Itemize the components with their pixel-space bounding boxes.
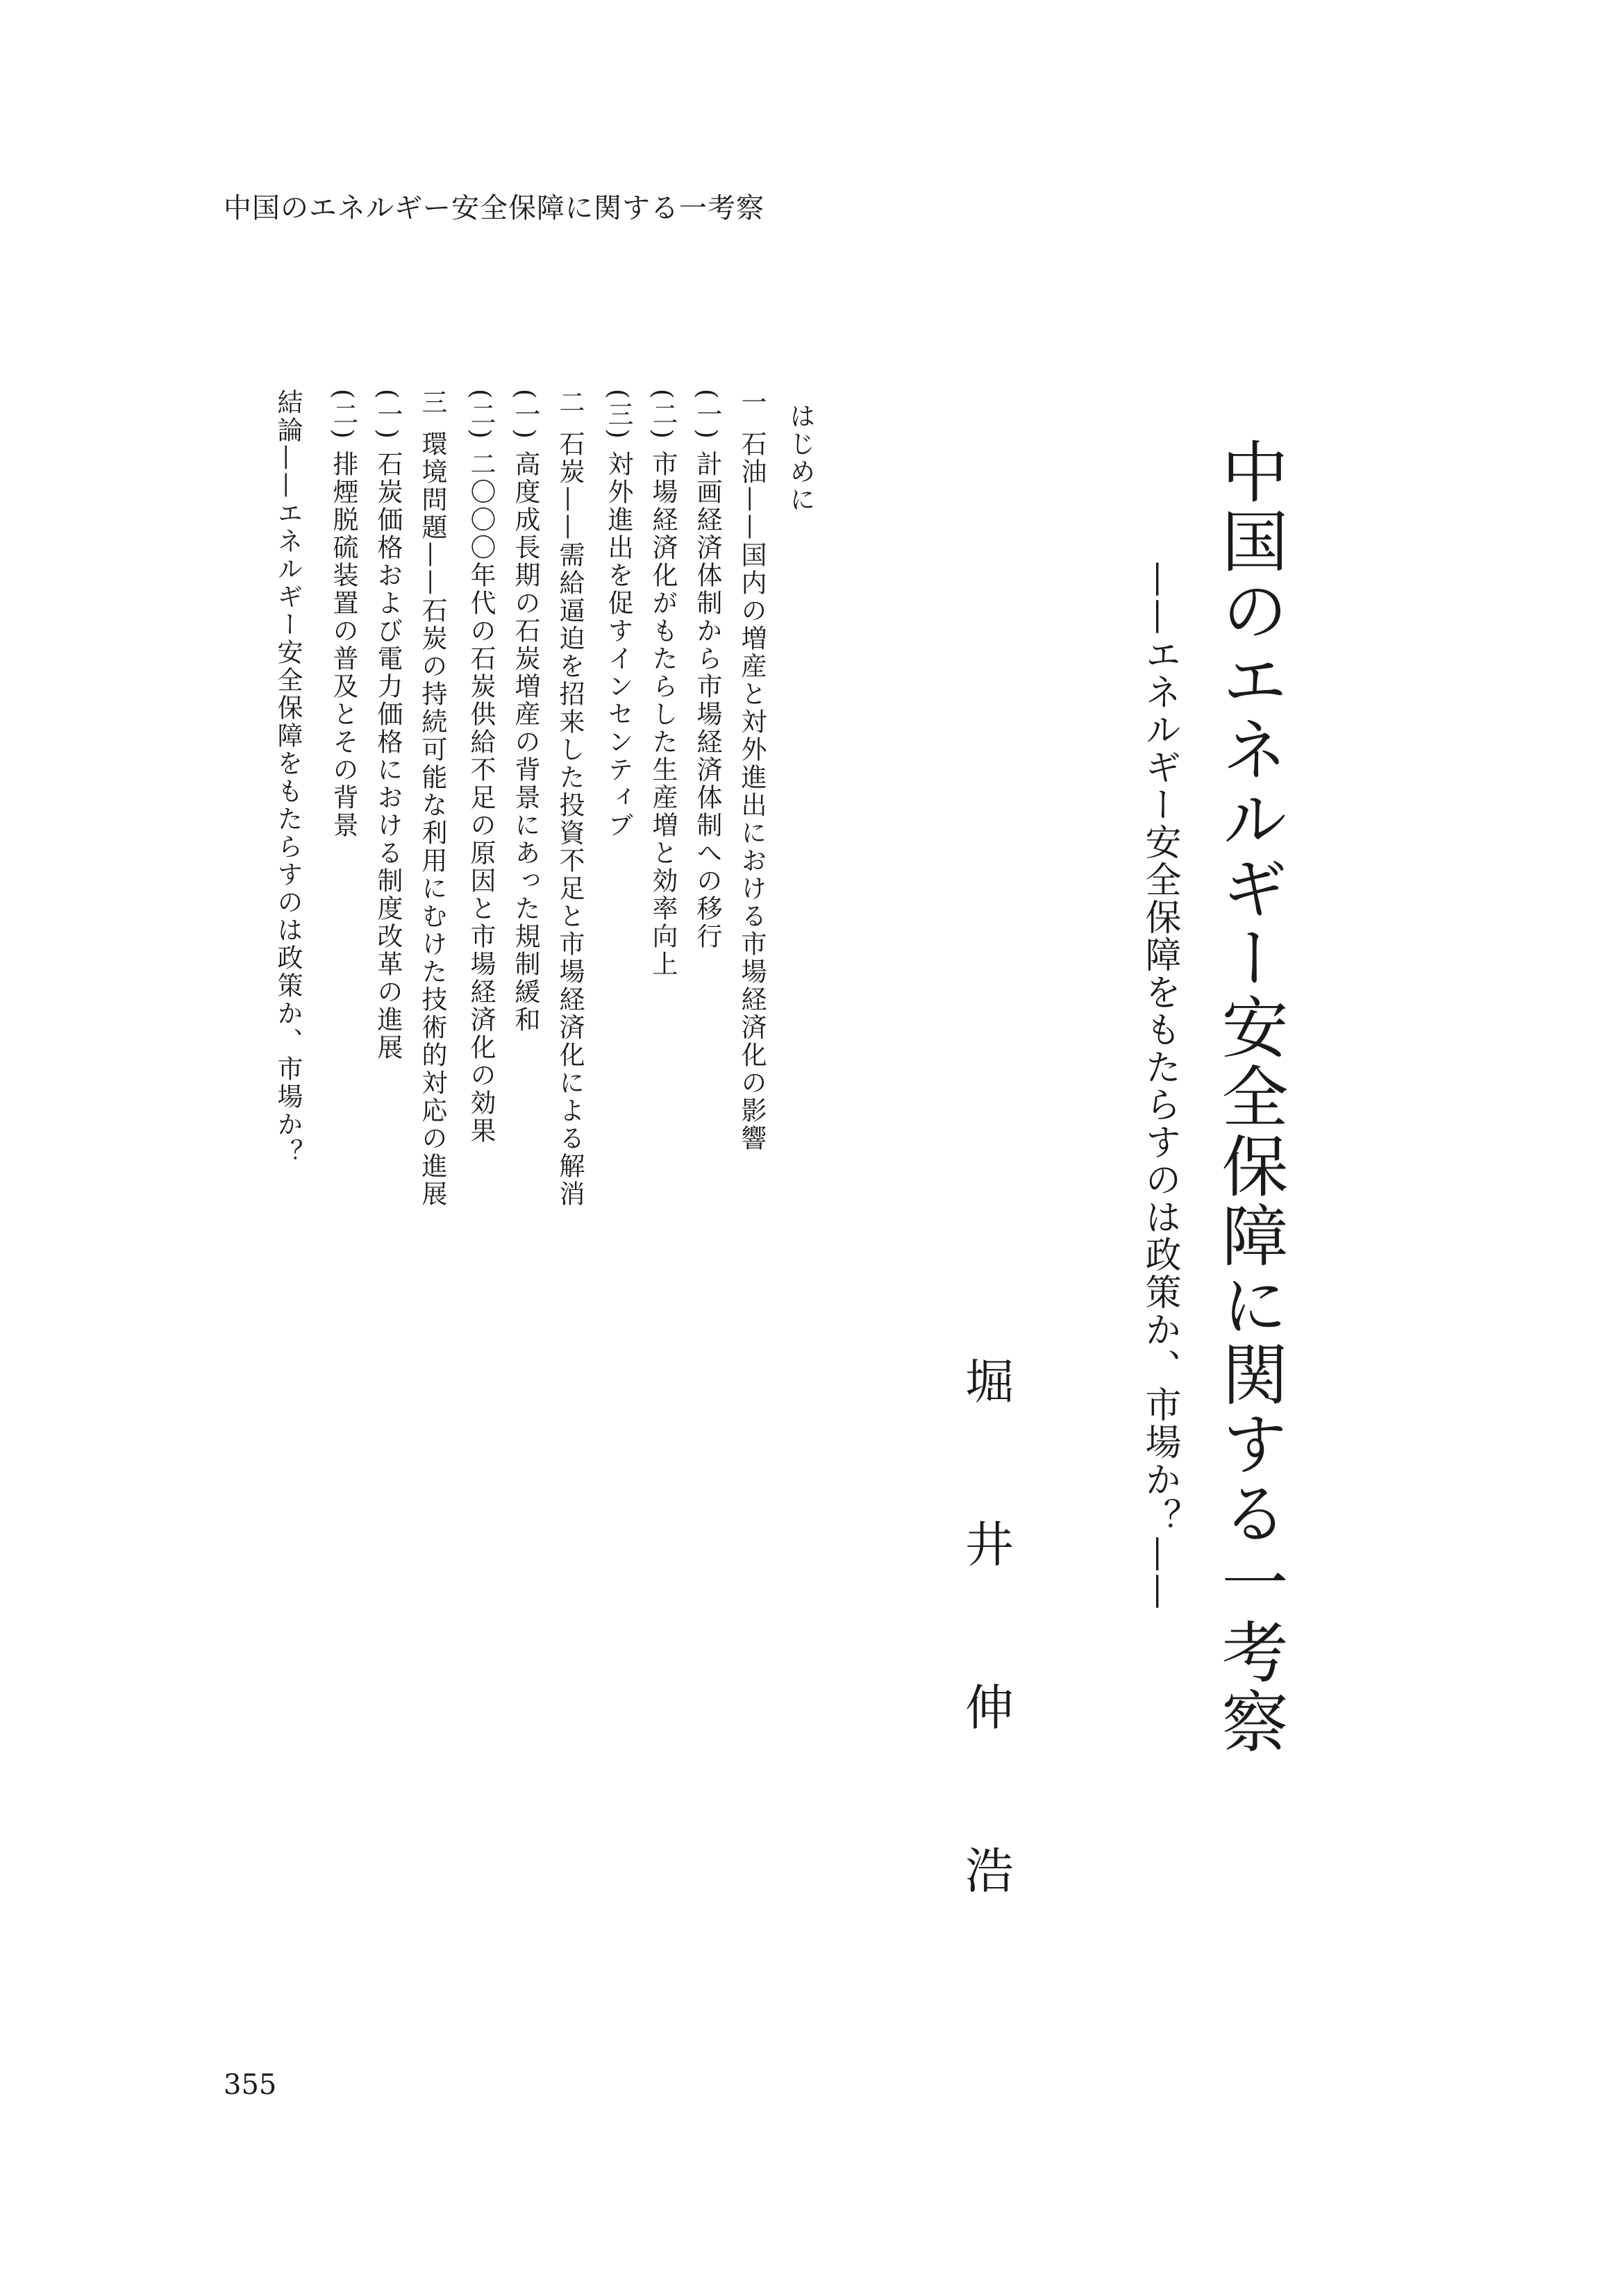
- toc-entry: [329, 389, 357, 839]
- toc-entry: [649, 389, 676, 978]
- toc-text: 石炭——需給逼迫を招来した投資不足と市場経済化による解消: [555, 430, 585, 1208]
- toc-entry: [786, 403, 814, 514]
- toc-text: 石炭価格および電力価格における制度改革の進展: [373, 450, 403, 1062]
- toc-text: 環境問題——石炭の持続可能な利用にむけた技術的対応の進展: [417, 430, 447, 1208]
- toc-text: ——エネルギー安全保障をもたらすのは政策か、市場か？: [273, 444, 303, 1166]
- toc-marker: (一): [373, 389, 403, 441]
- author-char: 井: [965, 1516, 1014, 1573]
- toc-marker: (一): [692, 389, 722, 441]
- toc-entry: [737, 389, 765, 1153]
- toc-marker: 二: [555, 389, 585, 417]
- toc-entry: [511, 389, 539, 1034]
- article-title: 中国のエネルギー安全保障に関する一考察: [1211, 437, 1289, 1757]
- page-number: 355: [224, 2069, 277, 2101]
- toc-entry: [374, 389, 401, 1062]
- toc-marker: (一): [510, 389, 540, 441]
- toc-entry: [274, 389, 301, 1166]
- toc-marker: (二): [466, 389, 496, 441]
- toc-marker: 一: [737, 389, 767, 417]
- author-char: 伸: [965, 1679, 1014, 1736]
- toc-text: 排煙脱硫装置の普及とその背景: [328, 450, 358, 839]
- toc-marker: (二): [648, 389, 678, 441]
- toc-text: 二〇〇〇年代の石炭供給不足の原因と市場経済化の効果: [466, 450, 496, 1145]
- toc-marker: 結論: [273, 389, 303, 444]
- toc-text: 石油——国内の増産と対外進出における市場経済化の影響: [737, 430, 767, 1153]
- toc-entry: [418, 389, 446, 1208]
- author-char: 浩: [965, 1843, 1014, 1900]
- table-of-contents: [264, 389, 833, 1277]
- author-char: 堀: [965, 1353, 1014, 1410]
- toc-text: 市場経済化がもたらした生産増と効率向上: [648, 450, 678, 978]
- toc-entry: [604, 389, 632, 839]
- toc-text: 高度成長期の石炭増産の背景にあった規制緩和: [510, 450, 540, 1034]
- toc-marker: 三: [417, 389, 447, 417]
- article-subtitle: ——エネルギー安全保障をもたらすのは政策か、市場か？——: [1139, 561, 1180, 1611]
- author-name: [962, 1353, 1017, 2010]
- toc-marker: (三): [603, 389, 633, 441]
- toc-marker: (二): [328, 389, 358, 441]
- running-header: 中国のエネルギー安全保障に関する一考察: [224, 192, 764, 224]
- toc-text: 計画経済体制から市場経済体制への移行: [692, 450, 722, 950]
- toc-entry: [467, 389, 494, 1145]
- toc-entry: [693, 389, 721, 950]
- toc-text: 対外進出を促すインセンティブ: [603, 450, 633, 839]
- toc-entry: [555, 389, 583, 1208]
- toc-text: はじめに: [785, 403, 815, 514]
